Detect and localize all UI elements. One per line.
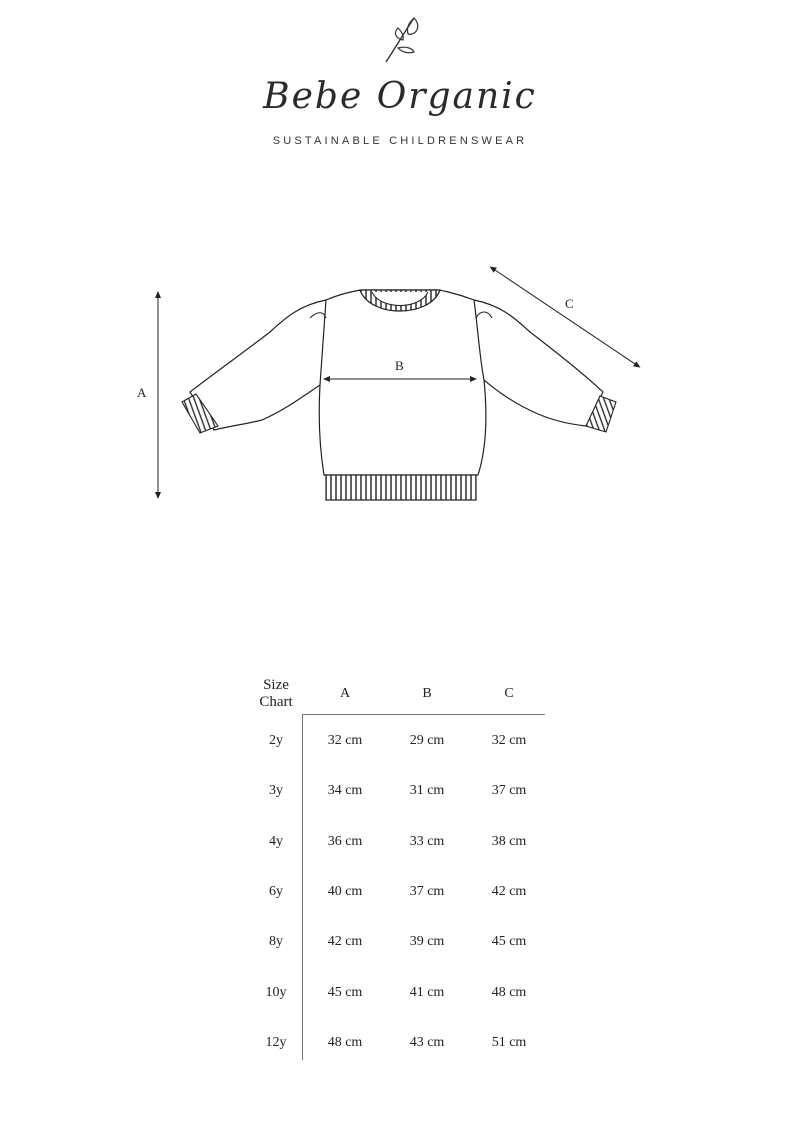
size-chart-title-line2: Chart bbox=[259, 694, 293, 710]
cell-a: 34 cm bbox=[327, 783, 363, 799]
cell-b: 43 cm bbox=[409, 1034, 445, 1050]
table-row bbox=[248, 766, 550, 816]
cell-c: 42 cm bbox=[491, 884, 527, 900]
row-size: 10y bbox=[265, 984, 287, 1000]
cell-a: 48 cm bbox=[327, 1034, 363, 1050]
cell-c: 32 cm bbox=[491, 733, 527, 749]
table-row bbox=[248, 967, 550, 1017]
size-chart-title-line1: Size bbox=[263, 677, 289, 693]
table-header-row bbox=[248, 672, 550, 716]
table-row bbox=[248, 1018, 550, 1068]
row-size: 4y bbox=[269, 833, 283, 849]
sweater-illustration bbox=[0, 250, 800, 530]
row-size: 2y bbox=[269, 733, 283, 749]
cell-c: 45 cm bbox=[491, 934, 527, 950]
cell-b: 39 cm bbox=[409, 934, 445, 950]
dimension-a-label: A bbox=[137, 385, 147, 400]
row-size: 6y bbox=[269, 884, 283, 900]
cell-c: 38 cm bbox=[491, 833, 527, 849]
cell-a: 36 cm bbox=[327, 833, 363, 849]
row-size: 8y bbox=[269, 934, 283, 950]
cell-b: 37 cm bbox=[409, 884, 445, 900]
cell-a: 45 cm bbox=[327, 984, 363, 1000]
cell-b: 29 cm bbox=[409, 733, 445, 749]
dimension-b-label: B bbox=[395, 358, 404, 373]
table-header-divider bbox=[302, 714, 545, 715]
row-size: 3y bbox=[269, 783, 283, 799]
table-row bbox=[248, 716, 550, 766]
cell-b: 31 cm bbox=[409, 783, 445, 799]
row-size: 12y bbox=[265, 1034, 287, 1050]
brand-header bbox=[0, 0, 800, 160]
dimension-c-label: C bbox=[565, 296, 574, 311]
table-row bbox=[248, 817, 550, 867]
table-column-divider bbox=[302, 714, 303, 1060]
brand-name: Bebe Organic bbox=[263, 76, 537, 117]
cell-a: 42 cm bbox=[327, 934, 363, 950]
size-chart-table bbox=[248, 672, 550, 1068]
cell-c: 48 cm bbox=[491, 984, 527, 1000]
table-row bbox=[248, 917, 550, 967]
table-row bbox=[248, 867, 550, 917]
leaf-icon bbox=[380, 14, 424, 66]
cell-a: 40 cm bbox=[327, 884, 363, 900]
cell-a: 32 cm bbox=[327, 733, 363, 749]
cell-b: 33 cm bbox=[409, 833, 445, 849]
size-chart-title bbox=[248, 672, 304, 716]
column-header-c: C bbox=[504, 686, 514, 701]
column-header-b: B bbox=[422, 686, 432, 701]
cell-c: 37 cm bbox=[491, 783, 527, 799]
cell-b: 41 cm bbox=[409, 984, 445, 1000]
column-header-a: A bbox=[339, 686, 351, 701]
brand-tagline: SUSTAINABLE CHILDRENSWEAR bbox=[272, 135, 528, 147]
sweater-diagram bbox=[0, 250, 800, 530]
cell-c: 51 cm bbox=[491, 1034, 527, 1050]
